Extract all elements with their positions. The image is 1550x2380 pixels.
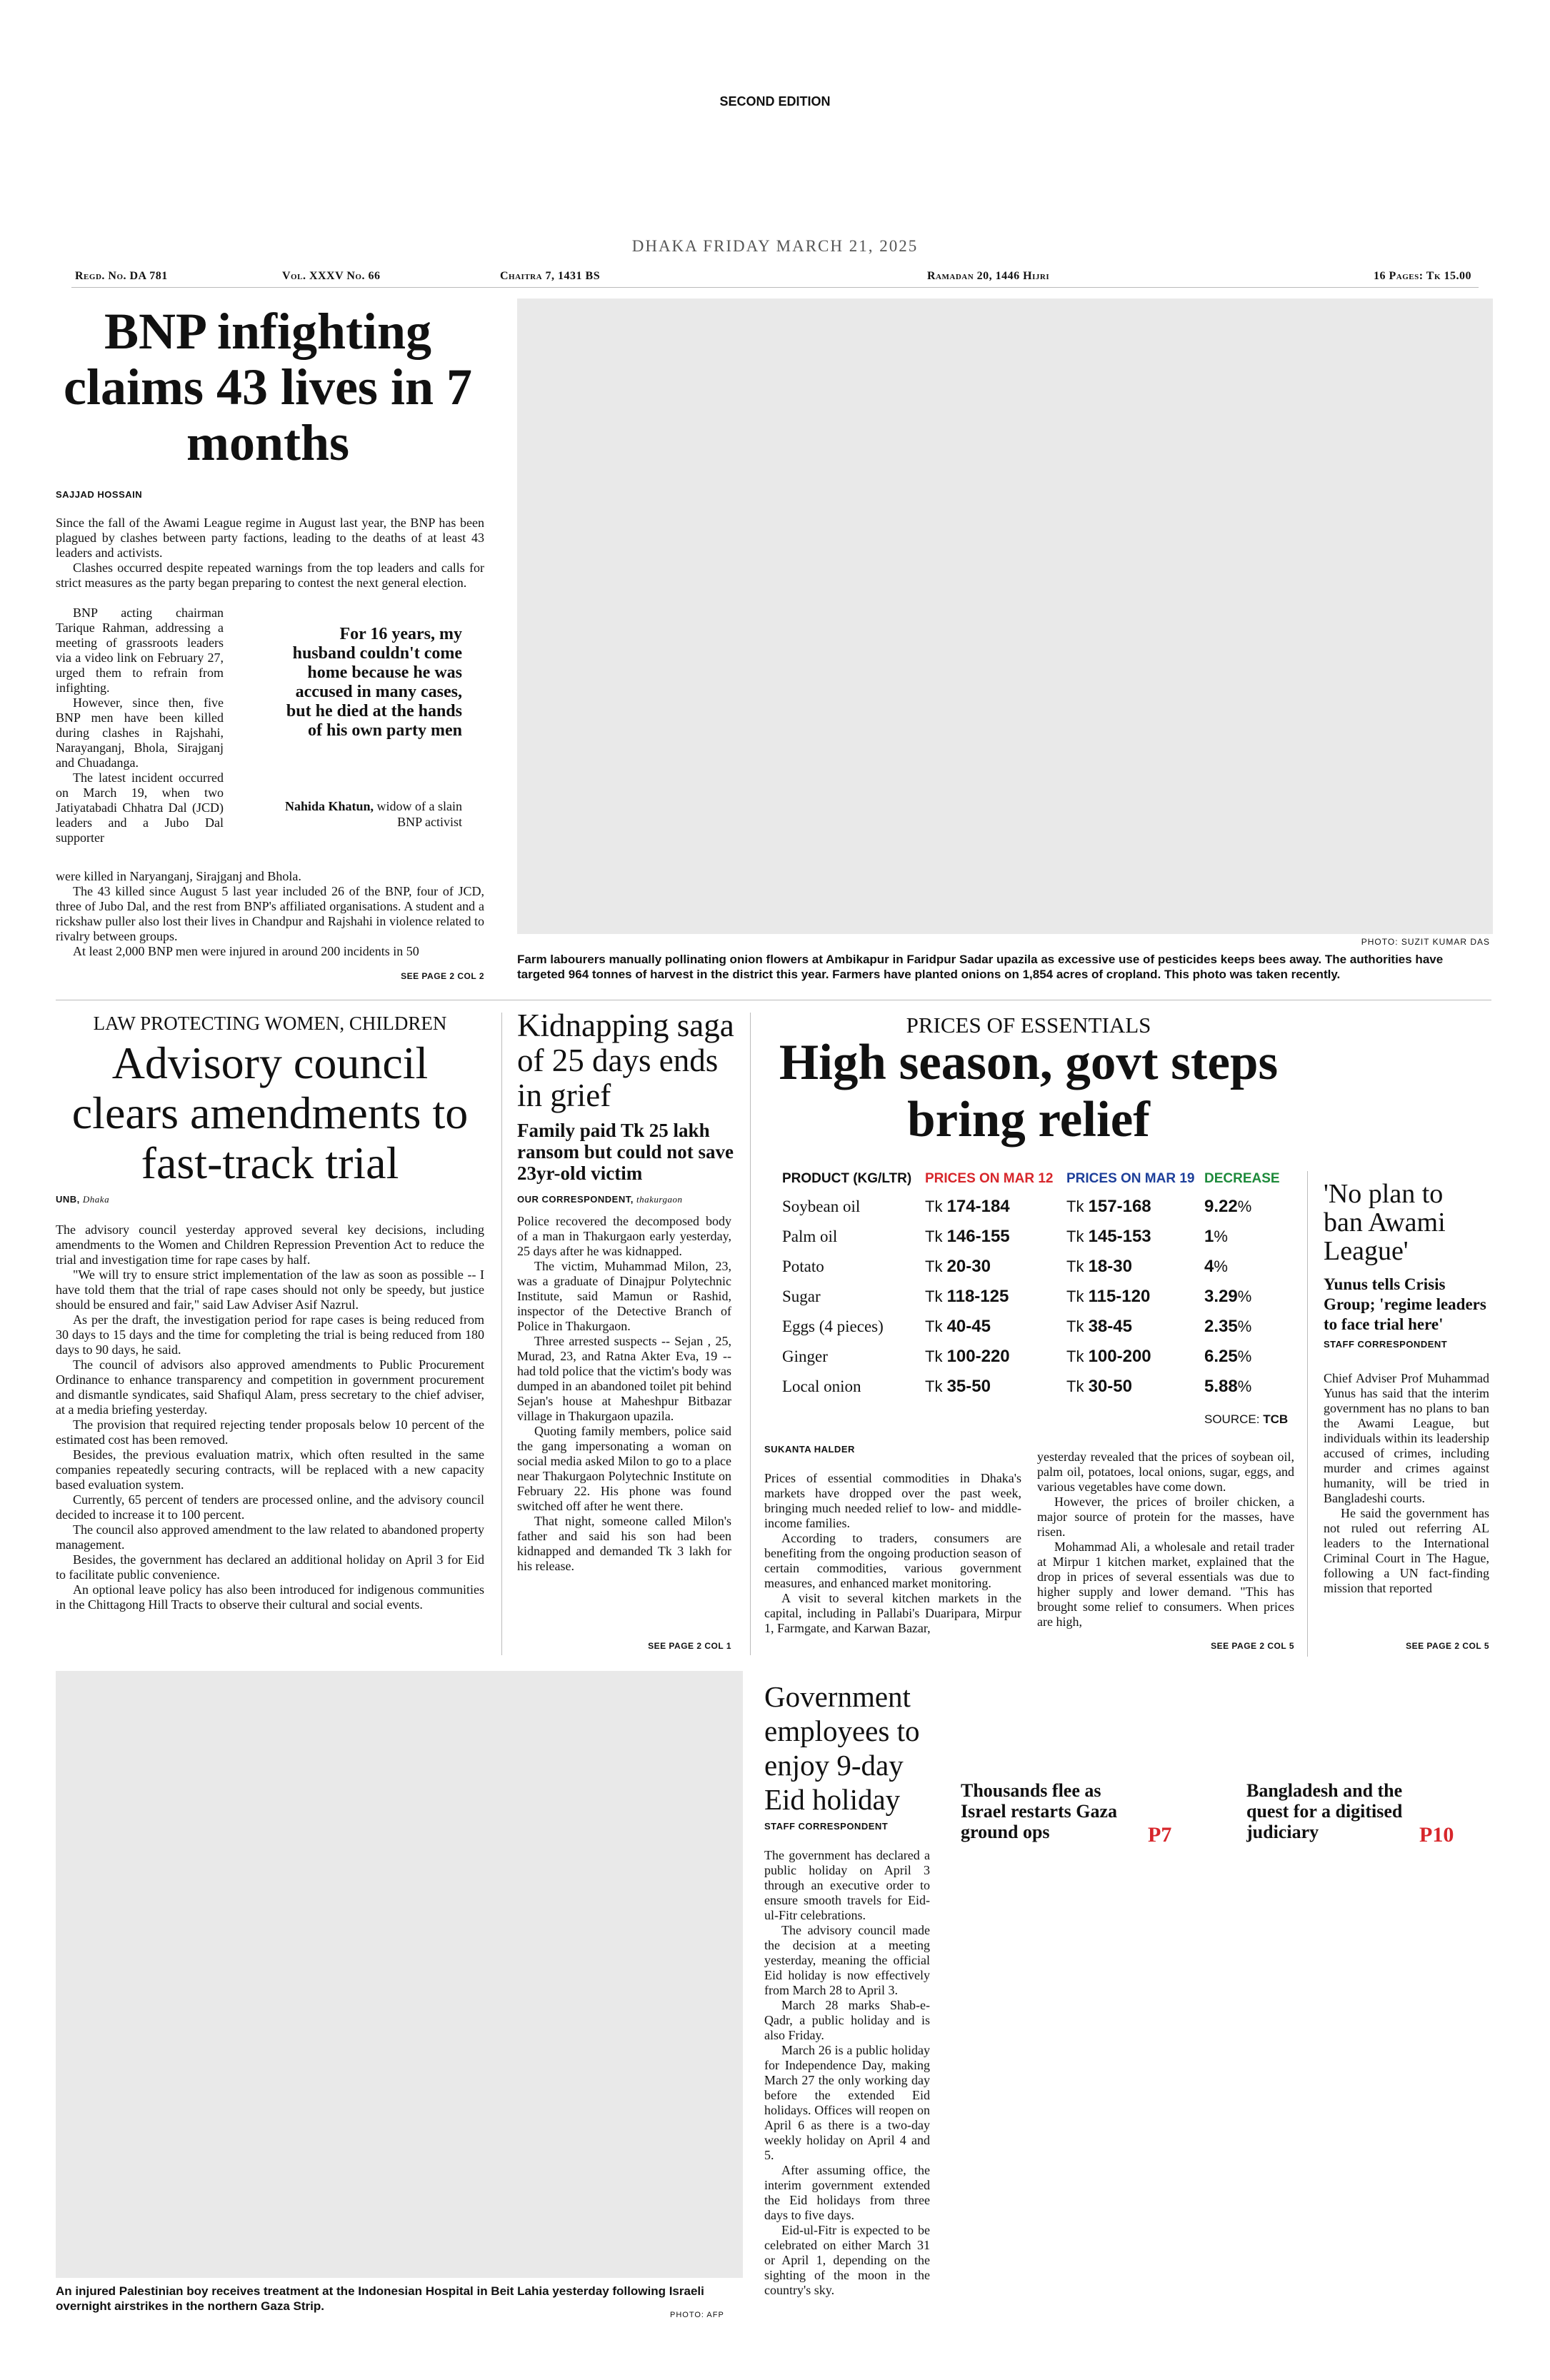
product-name: Sugar [782,1287,821,1305]
currency: Tk [925,1347,943,1365]
paragraph: At least 2,000 BNP men were injured in around 200 incidents in 50 [73,944,419,958]
price-value: 100-220 [946,1347,1010,1366]
price-value: 115-120 [1088,1287,1151,1306]
paragraph: Police recovered the decomposed body of a man in Thakurgaon early yesterday, 25 days after he was kidnapped. [517,1214,731,1258]
paragraph: The 43 killed since August 5 last year included 26 of the BNP, four of JCD, three of Jubo Dal, and the rest from BNP's affiliated organisations. A student and a rickshaw puller also lost their lives in Chandpur and Rajshahi in violence related to rivalry between groups. [56,884,484,943]
paragraph: He said the government has not ruled out referring AL leaders to the International Criminal Court in The Hague, following a UN fact-finding mission that reported [1324,1506,1489,1595]
decrease-value: 5.88 [1204,1377,1238,1396]
table-row [782,1347,1296,1377]
currency: Tk [925,1257,943,1275]
advisory-headline: Advisory council clears amendments to fast-track trial [71,1038,469,1188]
bnp-pull-quote: For 16 years, my husband couldn't come home because he was accused in many cases, but he died at the hands of his own party men [286,625,462,740]
product-name: Palm oil [782,1227,838,1245]
teaser-page: P10 [1419,1823,1454,1847]
paragraph: Prices of essential commodities in Dhaka's markets have dropped over the past week, bringing much needed relief to low- and middle-income families. [764,1471,1021,1530]
product-name: Local onion [782,1377,861,1395]
price-value: 35-50 [946,1377,991,1396]
price-mar19 [1066,1227,1204,1257]
paragraph: As per the draft, the investigation period for rape cases is being reduced from 30 days to 15 days and the time for completing the trial is being reduced from 180 days to 90 days, he said. [56,1312,484,1357]
currency: Tk [1066,1287,1084,1305]
percent-sign: % [1237,1377,1252,1395]
edition-label: SECOND EDITION [719,94,831,109]
eid-headline: Government employees to enjoy 9-day Eid holiday [764,1680,920,1816]
gaza-photo-credit: PHOTO: AFP [670,2311,724,2319]
table-row [782,1257,1296,1287]
paragraph: March 28 marks Shab-e-Qadr, a public holiday and is also Friday. [764,1998,930,2042]
prices-table [782,1171,1296,1407]
currency: Tk [925,1287,943,1305]
price-decrease [1204,1197,1296,1227]
price-value: 145-153 [1088,1227,1151,1246]
byline-author: OUR CORRESPONDENT, [517,1194,634,1205]
awami-subhead: Yunus tells Crisis Group; 'regime leaders to face trial here' [1324,1275,1486,1333]
masthead-rule [71,287,1479,288]
decrease-value: 1 [1204,1227,1214,1246]
price-decrease [1204,1257,1296,1287]
teaser-page: P7 [1148,1823,1172,1847]
bangla-date: Chaitra 7, 1431 BS [500,270,601,282]
percent-sign: % [1237,1317,1252,1335]
bnp-headline: BNP infighting claims 43 lives in 7 months [64,303,472,471]
kidnap-continued-link[interactable]: SEE PAGE 2 COL 1 [648,1641,731,1651]
kidnap-body [517,1214,731,1574]
paragraph: yesterday revealed that the prices of soybean oil, palm oil, potatoes, local onions, sugar, eggs, and various vegetables have come down. [1037,1450,1294,1494]
paragraph: Currently, 65 percent of tenders are processed online, and the advisory council decided to increase it to 100 percent. [56,1492,484,1522]
byline-place: Dhaka [82,1194,110,1205]
eid-body [764,1848,930,2298]
price-value: 20-30 [946,1257,991,1276]
price-decrease [1204,1317,1296,1347]
byline-agency: UNB, [56,1194,80,1205]
paragraph: After assuming office, the interim government extended the Eid holidays from three days to five days. [764,2163,930,2222]
price-mar19 [1066,1197,1204,1227]
paragraph: The advisory council made the decision at a meeting yesterday, meaning the official Eid holiday is now effectively from March 28 to April 3. [764,1923,930,1997]
quote-role: widow of a slain BNP activist [376,799,462,829]
table-row [782,1377,1296,1407]
regd-number: Regd. No. DA 781 [75,270,168,282]
currency: Tk [1066,1257,1084,1275]
prices-byline: SUKANTA HALDER [764,1444,855,1455]
bnp-intro [56,516,484,591]
paragraph: The advisory council yesterday approved several key decisions, including amendments to the Women and Children Repression Prevention Act to reduce the trial and investigation time for rape cases by half. [56,1222,484,1267]
prices-kicker: PRICES OF ESSENTIALS [906,1013,1151,1038]
currency: Tk [925,1317,943,1335]
price-mar12 [925,1197,1066,1227]
paragraph: March 26 is a public holiday for Independence Day, making March 27 the only working day before the extended Eid holidays. Offices will reopen on April 6 as there is a two-day weekly holiday on April 4 and 5. [764,2043,930,2162]
table-row [782,1317,1296,1347]
column-rule [1307,1171,1308,1657]
price-value: 100-200 [1088,1347,1151,1366]
price-value: 118-125 [946,1287,1009,1306]
paragraph: The victim, Muhammad Milon, 23, was a graduate of Dinajpur Polytechnic Institute, said Mamun or Rashid, inspector of the Detective Branch of Police in Thakurgaon. [517,1259,731,1333]
volume-number: Vol. XXXV No. 66 [282,270,381,282]
teaser-judiciary[interactable] [1246,1780,1482,1847]
paragraph: Besides, the previous evaluation matrix, which often resulted in the same companies repeatedly securing contracts, will be replaced with a new capacity based evaluation system. [56,1447,484,1492]
kidnap-byline [517,1194,682,1205]
gaza-photo [56,1671,743,2278]
bnp-byline: SAJJAD HOSSAIN [56,489,143,500]
paragraph: were killed in Naryanganj, Sirajganj and Bhola. [56,869,301,883]
price-decrease [1204,1227,1296,1257]
percent-sign: % [1237,1287,1252,1305]
price-value: 157-168 [1088,1197,1151,1216]
bnp-quote-attribution [282,798,462,830]
teaser-title: Thousands flee as Israel restarts Gaza ground ops [961,1780,1118,1842]
awami-byline: STAFF CORRESPONDENT [1324,1339,1448,1350]
paragraph: "We will try to ensure strict implementation of the law as soon as possible -- I have told them that the trial of rape cases should not only be speedy, but justice should be ensured and fair," said Law Adviser Asif Nazrul. [56,1267,484,1312]
paragraph: That night, someone called Milon's father and said his son had been kidnapped and demanded Tk 3 lakh for his release. [517,1514,731,1573]
paragraph: Since the fall of the Awami League regime in August last year, the BNP has been plagued by clashes between party factions, leading to the deaths of at least 43 leaders and activists. [56,516,484,560]
price-decrease [1204,1377,1296,1407]
paragraph: The council of advisors also approved amendments to Public Procurement Ordinance to enhance transparency and competition in government procurement and dismantle syndicates, said Shafiqul Alam, press secretary to the chief adviser, at a media briefing yesterday. [56,1357,484,1417]
kidnap-subhead: Family paid Tk 25 lakh ransom but could not save 23yr-old victim [517,1120,734,1184]
percent-sign: % [1214,1227,1228,1245]
currency: Tk [1066,1317,1084,1335]
table-row [782,1287,1296,1317]
price-mar19 [1066,1377,1204,1407]
paragraph: The latest incident occurred on March 19, when two Jatiyatabadi Chhatra Dal (JCD) leaders and a Jubo Dal supporter [56,770,224,845]
awami-body [1324,1371,1489,1596]
percent-sign: % [1237,1197,1252,1215]
price-mar19 [1066,1317,1204,1347]
bnp-outro [56,869,484,959]
product-name: Ginger [782,1347,828,1365]
advisory-body [56,1222,484,1612]
paragraph: The government has declared a public holiday on April 3 through an executive order to ensure smooth travels for Eid-ul-Fitr celebrations. [764,1848,930,1922]
bnp-continued-link[interactable]: SEE PAGE 2 COL 2 [401,971,484,981]
header-mar19: PRICES ON MAR 19 [1066,1171,1195,1186]
quote-name: Nahida Khatun, [284,799,374,813]
farm-photo-caption: Farm labourers manually pollinating onion flowers at Ambikapur in Faridpur Sadar upazila as excessive use of pesticides keeps bees away. The authorities have targeted 964 tonnes of harvest in the district this year. Farmers have planted onions on 1,854 acres of cropland. This photo was taken recently. [517,953,1444,981]
currency: Tk [1066,1227,1084,1245]
price-value: 38-45 [1088,1317,1132,1336]
header-mar12: PRICES ON MAR 12 [925,1171,1054,1186]
eid-byline: STAFF CORRESPONDENT [764,1821,889,1832]
paragraph: Chief Adviser Prof Muhammad Yunus has said that the interim government has no plans to ban the Awami League, but individuals within its leadership accused of crimes, including murder and crimes against humanity, will be tried in Bangladeshi courts. [1324,1371,1489,1505]
bnp-narrow-column [56,606,224,845]
currency: Tk [925,1197,943,1215]
gaza-photo-caption: An injured Palestinian boy receives treatment at the Indonesian Hospital in Beit Lahia yesterday following Israeli overnight airstrikes in the northern Gaza Strip. [56,2284,704,2313]
currency: Tk [1066,1197,1084,1215]
paragraph: According to traders, consumers are benefiting from the ongoing production season of certain commodities, various government measures, and enhanced market monitoring. [764,1531,1021,1590]
decrease-value: 4 [1204,1257,1214,1276]
paragraph: BNP acting chairman Tarique Rahman, addressing a meeting of grassroots leaders via a video link on February 27, urged them to refrain from infighting. [56,606,224,695]
product-name: Potato [782,1257,824,1275]
price-value: 174-184 [946,1197,1010,1216]
onion-field-photo [517,298,1493,934]
prices-column-2 [1037,1450,1294,1630]
awami-headline: 'No plan to ban Awami League' [1324,1179,1446,1266]
page-price: 16 Pages: Tk 15.00 [1374,270,1471,282]
column-rule [750,1013,751,1655]
paragraph: Quoting family members, police said the gang impersonating a woman on social media asked Milon to go to a place near Thakurgaon Polytechnic Institute on February 22. His phone was found switched off after he went there. [517,1424,731,1513]
price-value: 18-30 [1088,1257,1132,1276]
percent-sign: % [1237,1347,1252,1365]
teaser-title: Bangladesh and the quest for a digitised judiciary [1246,1780,1403,1842]
price-mar12 [925,1287,1066,1317]
decrease-value: 6.25 [1204,1347,1238,1366]
byline-place: thakurgaon [636,1194,683,1205]
price-decrease [1204,1347,1296,1377]
source-value: TCB [1263,1412,1289,1426]
teaser-gaza[interactable] [961,1780,1189,1847]
price-mar12 [925,1317,1066,1347]
table-row [782,1197,1296,1227]
product-name: Eggs (4 pieces) [782,1317,884,1335]
decrease-value: 3.29 [1204,1287,1238,1306]
price-mar12 [925,1377,1066,1407]
percent-sign: % [1214,1257,1228,1275]
advisory-kicker: LAW PROTECTING WOMEN, CHILDREN [93,1013,447,1034]
price-value: 40-45 [946,1317,991,1336]
kidnap-headline: Kidnapping saga of 25 days ends in grief [517,1008,734,1113]
prices-column-1 [764,1471,1021,1636]
price-value: 146-155 [946,1227,1010,1246]
table-row [782,1227,1296,1257]
source-label: SOURCE: [1204,1412,1260,1426]
paragraph: Clashes occurred despite repeated warnings from the top leaders and calls for strict measures as the party began preparing to contest the next general election. [56,561,484,590]
price-mar12 [925,1257,1066,1287]
paragraph: A visit to several kitchen markets in the capital, including in Pallabi's Duaripara, Mirpur 1, Farmgate, and Karwan Bazar, [764,1591,1021,1635]
paragraph: Mohammad Ali, a wholesale and retail trader at Mirpur 1 kitchen market, explained that the drop in prices of several essentials was due to higher supply and lower demand. "This has brought some relief to consumers. When prices are high, [1037,1540,1294,1629]
prices-headline: High season, govt steps bring relief [779,1035,1279,1148]
paragraph: Besides, the government has declared an additional holiday on April 3 for Eid to facilitate public convenience. [56,1552,484,1582]
advisory-byline [56,1194,109,1205]
paragraph: An optional leave policy has also been introduced for indigenous communities in the Chittagong Hill Tracts to observe their cultural and social events. [56,1582,484,1612]
decrease-value: 2.35 [1204,1317,1238,1336]
prices-header-row [782,1171,1296,1197]
paragraph: However, since then, five BNP men have been killed during clashes in Rajshahi, Narayanganj, Bhola, Sirajganj and Chuadanga. [56,696,224,770]
price-mar19 [1066,1257,1204,1287]
paragraph: Eid-ul-Fitr is expected to be celebrated on either March 31 or April 1, depending on the sighting of the moon in the country's sky. [764,2223,930,2297]
column-rule [501,1013,502,1655]
hijri-date: Ramadan 20, 1446 Hijri [927,270,1050,282]
currency: Tk [925,1227,943,1245]
currency: Tk [1066,1377,1084,1395]
price-mar19 [1066,1347,1204,1377]
prices-continued-link[interactable]: SEE PAGE 2 COL 5 [1211,1641,1294,1651]
paragraph: The council also approved amendment to the law related to abandoned property management. [56,1522,484,1552]
prices-source [1204,1412,1288,1427]
header-product: PRODUCT (KG/LTR) [782,1171,912,1186]
price-mar19 [1066,1287,1204,1317]
paragraph: However, the prices of broiler chicken, a major source of protein for the masses, have risen. [1037,1495,1294,1539]
price-mar12 [925,1227,1066,1257]
currency: Tk [925,1377,943,1395]
price-value: 30-50 [1088,1377,1132,1396]
awami-continued-link[interactable]: SEE PAGE 2 COL 5 [1406,1641,1489,1651]
decrease-value: 9.22 [1204,1197,1238,1216]
product-name: Soybean oil [782,1197,861,1215]
price-mar12 [925,1347,1066,1377]
farm-photo-credit: PHOTO: SUZIT KUMAR DAS [1361,937,1490,947]
paragraph: Three arrested suspects -- Sejan , 25, Murad, 23, and Ratna Akter Eva, 19 -- had told police that the victim's body was dumped in an abandoned toilet pit behind Sejan's house at Maheshpur Bitbazar village in Thakurgaon upazila. [517,1334,731,1423]
header-decrease: DECREASE [1204,1171,1280,1186]
price-decrease [1204,1287,1296,1317]
dateline: DHAKA FRIDAY MARCH 21, 2025 [631,237,919,255]
currency: Tk [1066,1347,1084,1365]
paragraph: The provision that required rejecting tender proposals below 10 percent of the estimated cost has been removed. [56,1417,484,1447]
